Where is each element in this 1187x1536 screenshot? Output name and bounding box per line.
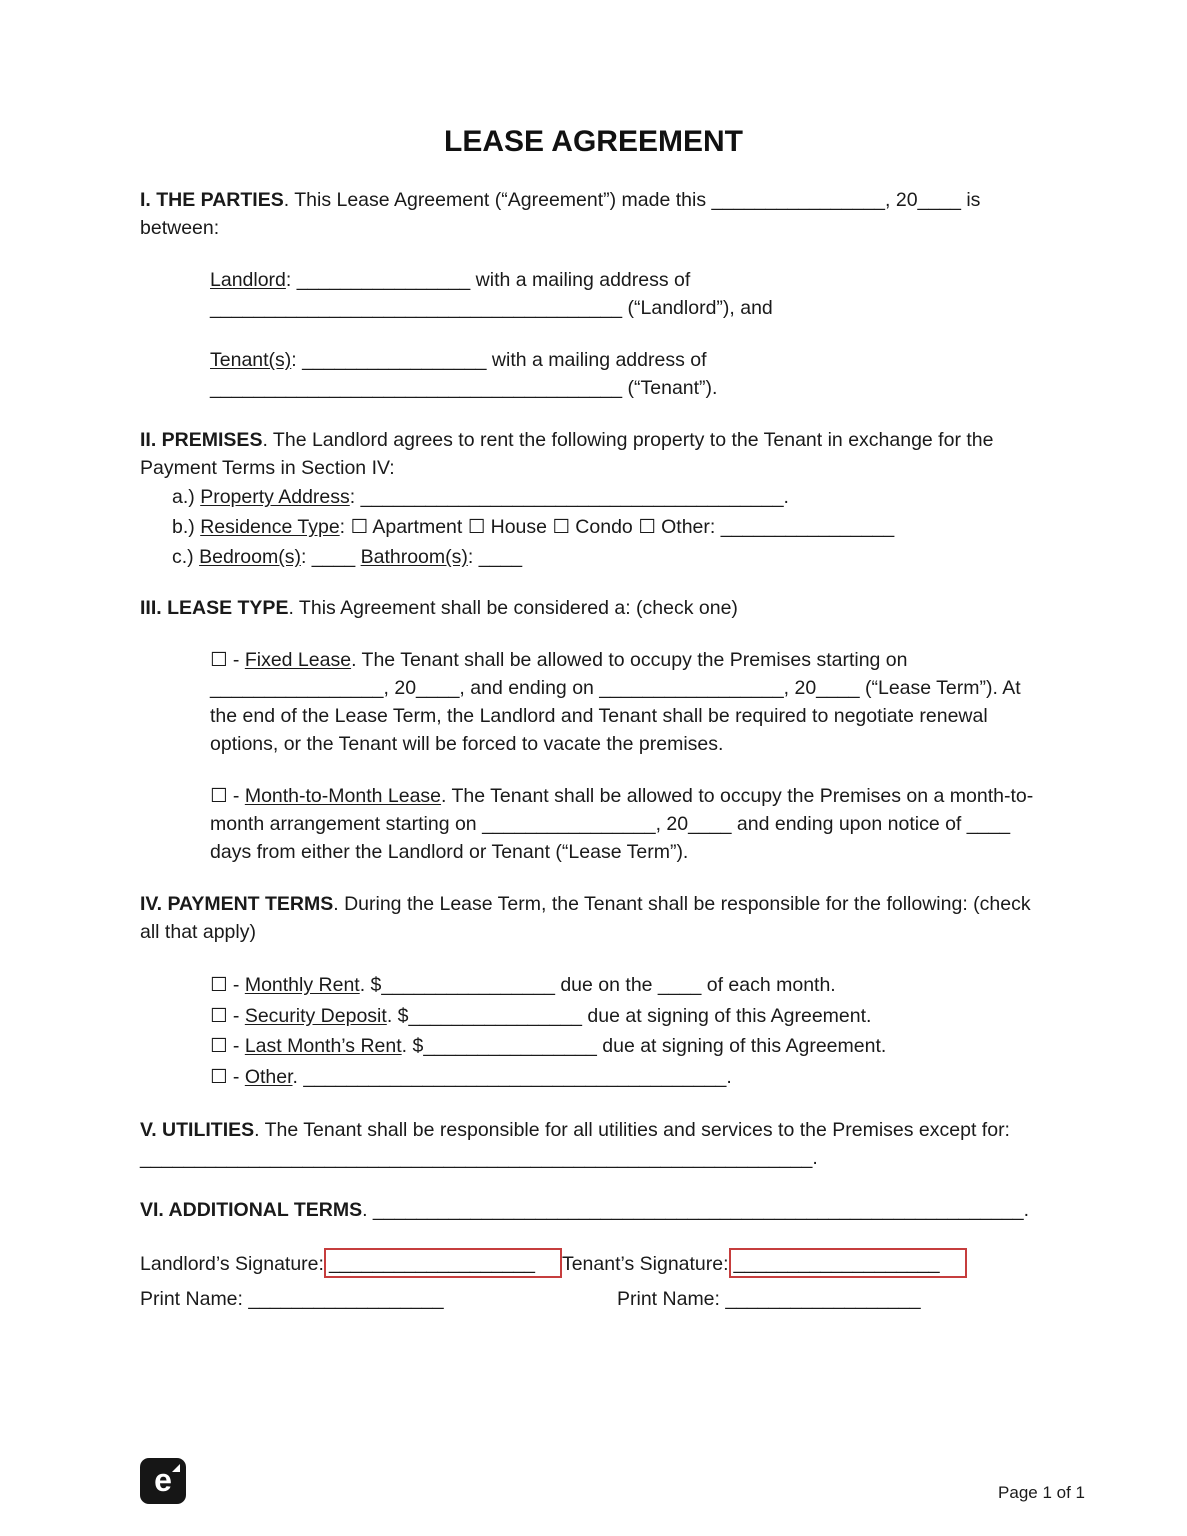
section-utilities [140, 1116, 1047, 1172]
other-residence-blank: ________________ [720, 516, 895, 538]
monthly-rent-separator: - [227, 974, 245, 996]
other-payment-label: Other [244, 1065, 293, 1088]
month-to-month-separator: - [227, 785, 245, 807]
other-payment-checkbox[interactable]: ☐ [210, 1064, 228, 1088]
eforms-logo-letter: e [154, 1462, 172, 1498]
section-lease-type [140, 594, 1047, 622]
fixed-lease-clause [210, 646, 1047, 758]
section-parties [140, 186, 1047, 242]
premises-list [172, 482, 1047, 572]
page-footer [140, 1458, 1085, 1504]
monthly-rent-checkbox[interactable]: ☐ [210, 973, 228, 996]
landlord-clause [210, 266, 1047, 322]
section-payment-terms [140, 890, 1047, 946]
other-residence-option-label: Other: [655, 516, 721, 538]
tenant-clause [210, 346, 1047, 402]
condo-checkbox[interactable]: ☐ [552, 515, 570, 538]
section-additional-terms [140, 1196, 1047, 1224]
landlord-signature-label: Landlord’s Signature: [140, 1253, 324, 1275]
tenant-blanks: : _________________ with a mailing address of ______________________________________ (“Tenant”). [210, 349, 718, 399]
fixed-lease-checkbox[interactable]: ☐ [210, 648, 228, 671]
section-parties-heading: I. THE PARTIES [140, 189, 284, 211]
tenant-signature-label: Tenant’s Signature: [561, 1253, 729, 1275]
signature-row [140, 1248, 1047, 1278]
landlord-blanks: : ________________ with a mailing address of ______________________________________ (“Landlord”), and [210, 269, 773, 319]
other-payment-line [210, 1062, 1047, 1093]
security-deposit-line [210, 1001, 1047, 1032]
property-address-line [172, 482, 1047, 512]
residence-type-line [172, 512, 1047, 542]
item-b-marker: b.) [172, 516, 201, 538]
security-deposit-text: . $________________ due at signing of this Agreement. [386, 1004, 872, 1027]
property-address-blank: : _______________________________________. [349, 486, 789, 508]
tenant-print-name: Print Name: __________________ [617, 1288, 921, 1310]
condo-option-label: Condo [569, 516, 639, 538]
section-payment-terms-intro: . During the Lease Term, the Tenant shall be responsible for the following: (check all that apply) [140, 893, 1031, 943]
tenant-signature-field[interactable]: ___________________ [729, 1248, 967, 1278]
section-premises-intro: . The Landlord agrees to rent the following property to the Tenant in exchange for the Payment Terms in Section IV: [140, 429, 994, 479]
monthly-rent-line [210, 970, 1047, 1001]
month-to-month-clause [210, 782, 1047, 866]
print-name-row [140, 1285, 1047, 1313]
last-months-rent-checkbox[interactable]: ☐ [210, 1034, 228, 1057]
bedrooms-label: Bedroom(s) [199, 546, 301, 568]
section-utilities-heading: V. UTILITIES [140, 1119, 255, 1141]
residence-type-label: Residence Type [200, 516, 340, 538]
month-to-month-text: . The Tenant shall be allowed to occupy the Premises on a month-to-month arrangement starting on ________________, 20____ and ending upon notice of ____ days from either the Landlord or Tenant (“Lease Term”). [210, 785, 1034, 863]
fixed-lease-label: Fixed Lease [244, 649, 352, 671]
monthly-rent-text: . $________________ due on the ____ of each month. [359, 974, 836, 996]
residence-type-colon: : [339, 516, 351, 538]
tenant-label: Tenant(s) [210, 349, 292, 371]
bathrooms-blank: : ____ [467, 546, 523, 568]
security-deposit-separator: - [227, 1004, 245, 1027]
security-deposit-checkbox[interactable]: ☐ [210, 1003, 228, 1027]
last-months-rent-line [210, 1031, 1047, 1062]
section-premises-heading: II. PREMISES [140, 429, 263, 451]
other-residence-checkbox[interactable]: ☐ [638, 515, 656, 538]
section-lease-type-heading: III. LEASE TYPE [140, 597, 289, 619]
landlord-print-name: Print Name: __________________ [140, 1288, 444, 1310]
other-payment-separator: - [227, 1065, 245, 1088]
bathrooms-label: Bathroom(s) [360, 546, 468, 568]
bedrooms-blank: : ____ [300, 546, 361, 568]
logo-flag-icon [172, 1464, 180, 1472]
month-to-month-label: Month-to-Month Lease [244, 785, 442, 807]
item-a-marker: a.) [172, 486, 201, 508]
last-months-rent-label: Last Month’s Rent [244, 1035, 402, 1057]
section-utilities-text: . The Tenant shall be responsible for all utilities and services to the Premises except for: ______________________________________________________________. [140, 1119, 1010, 1169]
month-to-month-checkbox[interactable]: ☐ [210, 784, 228, 807]
page-indicator: Page 1 of 1 [998, 1483, 1085, 1502]
section-additional-terms-text: . ____________________________________________________________. [362, 1199, 1030, 1221]
item-c-marker: c.) [172, 546, 200, 568]
rooms-line [172, 542, 1047, 572]
section-lease-type-intro: . This Agreement shall be considered a: (check one) [288, 597, 738, 619]
security-deposit-label: Security Deposit [244, 1004, 387, 1027]
apartment-checkbox[interactable]: ☐ [350, 515, 368, 538]
eforms-logo [140, 1458, 186, 1504]
section-additional-terms-heading: VI. ADDITIONAL TERMS [140, 1199, 363, 1221]
apartment-option-label: Apartment [368, 516, 468, 538]
fixed-lease-separator: - [227, 649, 245, 671]
document-title: LEASE AGREEMENT [444, 125, 743, 158]
house-checkbox[interactable]: ☐ [467, 515, 486, 538]
fixed-lease-text: . The Tenant shall be allowed to occupy the Premises starting on ________________, 20____, and ending on _________________, 20____ (“Lease Term”). At the end of the Lease Term, the Landlord and Tenant shall be required to negotiate renewal options, or the Tenant will be forced to vacate the premises. [210, 649, 1021, 755]
landlord-label: Landlord [210, 269, 286, 291]
other-payment-text: . _______________________________________. [292, 1065, 732, 1088]
payment-items [210, 970, 1047, 1092]
section-payment-terms-heading: IV. PAYMENT TERMS [140, 893, 334, 915]
last-months-rent-separator: - [227, 1035, 245, 1057]
last-months-rent-text: . $________________ due at signing of this Agreement. [401, 1035, 887, 1057]
section-parties-intro: . This Lease Agreement (“Agreement”) made this ________________, 20____ is between: [140, 189, 981, 239]
property-address-label: Property Address [200, 486, 350, 508]
section-premises [140, 426, 1047, 482]
house-option-label: House [485, 516, 553, 538]
monthly-rent-label: Monthly Rent [244, 974, 360, 996]
landlord-signature-field[interactable]: ___________________ [324, 1248, 562, 1278]
